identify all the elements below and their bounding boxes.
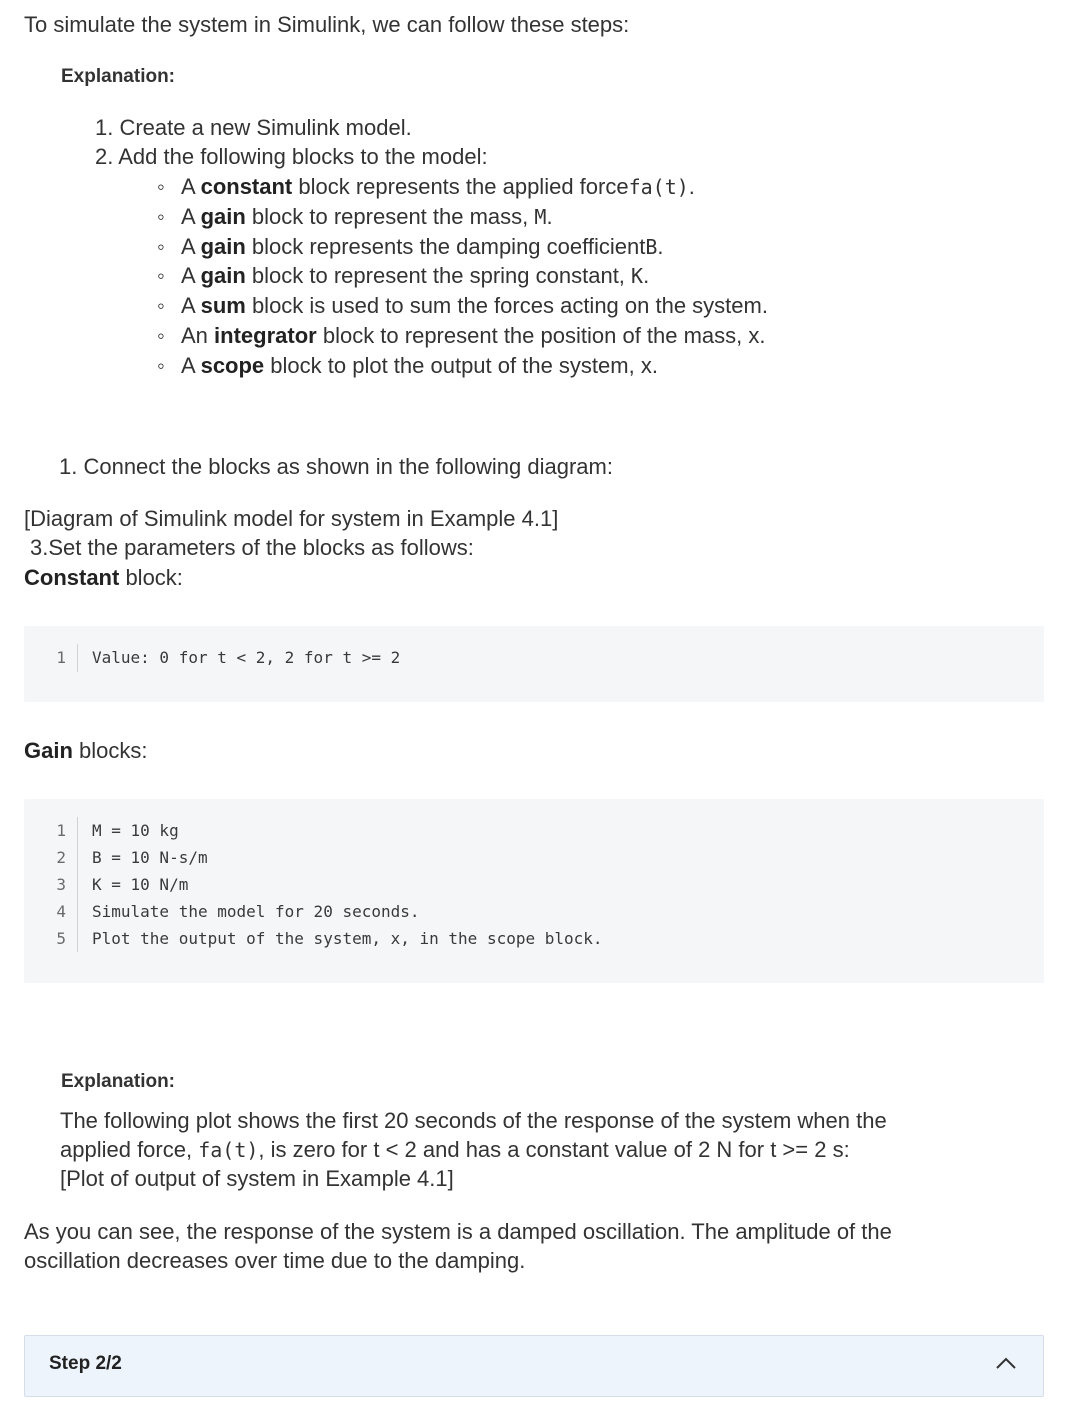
bullet-icon: ◦: [157, 353, 165, 378]
conclusion-line1: As you can see, the response of the system is a damped oscillation. The amplitude of the: [24, 1219, 892, 1244]
block-item-sum: ◦ A sum block is used to sum the forces acting on the system.: [157, 291, 768, 321]
code-gutter: [77, 817, 78, 952]
step-label: Step 2/2: [49, 1353, 122, 1374]
chevron-up-icon[interactable]: [995, 1356, 1017, 1370]
explanation2-label: Explanation:: [61, 1071, 176, 1092]
code-block-gain: [24, 799, 1044, 983]
plot-placeholder: [Plot of output of system in Example 4.1]: [60, 1166, 454, 1191]
code-text: K = 10 N/m: [92, 875, 189, 894]
block-item-constant: ◦ A constant block represents the applied forcefa(t).: [157, 172, 695, 202]
bullet-icon: ◦: [157, 234, 165, 259]
block-item-scope: ◦ A scope block to plot the output of the system, x.: [157, 351, 658, 381]
explanation-label: Explanation:: [61, 66, 176, 87]
set-params-text: 3.Set the parameters of the blocks as follows:: [30, 535, 474, 560]
intro-text: To simulate the system in Simulink, we can follow these steps:: [24, 12, 630, 37]
code-text: M = 10 kg: [92, 821, 179, 840]
bullet-icon: ◦: [157, 323, 165, 348]
step-accordion-header[interactable]: [24, 1335, 1044, 1397]
explanation2-line1: The following plot shows the first 20 seconds of the response of the system when the: [60, 1108, 887, 1133]
block-item-integrator: ◦ An integrator block to represent the position of the mass, x.: [157, 321, 766, 351]
code-block-constant: [24, 626, 1044, 702]
constant-heading: Constant block:: [24, 565, 183, 590]
code-text: Simulate the model for 20 seconds.: [92, 902, 420, 921]
block-item-gain-spring: ◦ A gain block to represent the spring constant, K.: [157, 261, 649, 291]
bullet-icon: ◦: [157, 174, 165, 199]
line-number: 5: [56, 929, 66, 948]
code-gutter: [77, 644, 78, 672]
bullet-icon: ◦: [157, 204, 165, 229]
line-number: 1: [56, 821, 66, 840]
block-item-gain-damping: ◦ A gain block represents the damping coefficientB.: [157, 232, 663, 262]
line-number: 1: [56, 648, 66, 667]
step-create-model: 1. Create a new Simulink model.: [95, 115, 412, 140]
line-number: 3: [56, 875, 66, 894]
conclusion-line2: oscillation decreases over time due to the damping.: [24, 1248, 526, 1273]
step-add-blocks: 2. Add the following blocks to the model:: [95, 144, 488, 169]
bullet-icon: ◦: [157, 293, 165, 318]
diagram-placeholder: [Diagram of Simulink model for system in Example 4.1]: [24, 506, 559, 531]
line-number: 4: [56, 902, 66, 921]
explanation2-line2: applied force, fa(t), is zero for t < 2 and has a constant value of 2 N for t >= 2 s:: [60, 1137, 850, 1162]
line-number: 2: [56, 848, 66, 867]
block-item-gain-mass: ◦ A gain block to represent the mass, M.: [157, 202, 553, 232]
step-connect-blocks: 1. Connect the blocks as shown in the following diagram:: [59, 454, 613, 479]
code-text: B = 10 N-s/m: [92, 848, 208, 867]
bullet-icon: ◦: [157, 263, 165, 288]
gain-heading: Gain blocks:: [24, 738, 148, 763]
code-text: Value: 0 for t < 2, 2 for t >= 2: [92, 648, 401, 667]
code-text: Plot the output of the system, x, in the scope block.: [92, 929, 603, 948]
